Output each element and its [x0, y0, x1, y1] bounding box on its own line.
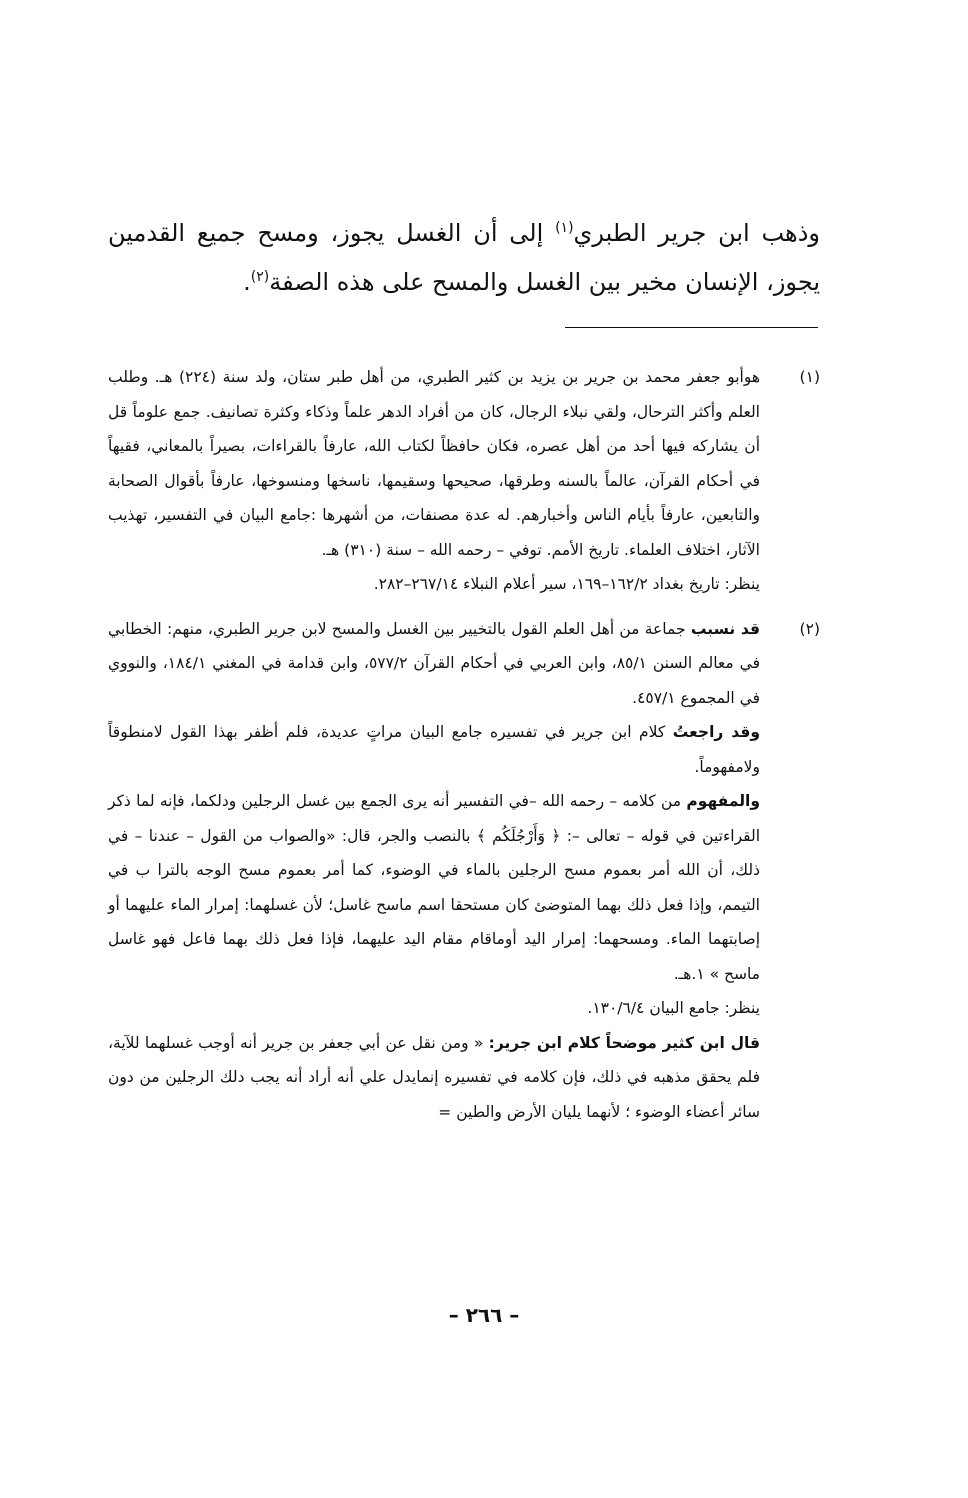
- footnote-ref-2[interactable]: (٢): [250, 269, 270, 285]
- footnote-number-2: (٢): [799, 619, 820, 638]
- footnote-2-lead-4: قال ابن كثير موضحاً كلام ابن جرير:: [488, 1033, 760, 1052]
- main-paragraph: [108, 206, 820, 304]
- footnote-2-para-1: [108, 612, 760, 716]
- footnote-separator: [565, 327, 818, 328]
- footnote-2-lead-3: والمفهوم: [686, 792, 760, 810]
- footnote-2-para-4: [108, 1026, 760, 1130]
- footnote-1-body: هوأبو جعفر محمد بن جرير بن يزيد بن كثير الطبري، من أهل طبر ستان، ولد سنة (٢٢٤) هـ. وطلب العلم وأكثر الترحال، ولقي نبلاء الرجال، كان من أفراد الدهر علماً وذكاء وكثرة تصانيف. جمع علوماً قل أن يشاركه فيها أحد من أهل عصره، فكان حافظاً لكتاب الله، عارفاً بالقراءات، بصيراً بالمعاني، فقيهاً في أحكام القرآن، عالماً بالسنه وطرقها، صحيحها وسقيمها، ناسخها ومنسوخها، عارفاً بأقوال الصحابة والتابعين، عارفاً بأيام الناس وأخبارهم. له عدة مصنفات، من أشهرها :جامع البيان في التفسير، تهذيب الآثار، اختلاف العلماء. تاريخ الأمم. توفي – رحمه الله – سنة (٣١٠) هـ.: [108, 368, 761, 559]
- footnote-1: [108, 360, 820, 602]
- footnote-2-lead-2: وقد راجعتُ: [672, 723, 760, 741]
- footnote-2-text-1: جماعة من أهل العلم القول بالتخيير بين الغسل والمسح لابن جرير الطبري، منهم: الخطابي في معالم السنن ٨٥/١، وابن العربي في أحكام القرآن ٥٧٧/٢، وابن قدامة في المغني ١٨٤/١، والنووي في المجموع ٤٥٧/١.: [108, 619, 760, 707]
- page-number: – ٢٦٦ –: [448, 1303, 520, 1327]
- footnote-2-lead-1: قد نسبب: [690, 619, 761, 638]
- footnote-2: [108, 612, 820, 1130]
- footnotes-section: [108, 360, 820, 1139]
- footnote-2-text-3: من كلامه – رحمه الله –في التفسير أنه يرى الجمع بين غسل الرجلين ودلكما، فإنه لما ذكر القراءتين في قوله – تعالى –: ﴿ وَأَرْجُلَكُم ﴾ بالنصب والجر، قال: «والصواب من القول – عندنا – في ذلك، أن الله أمر بعموم مسح الرجلين بالماء في الوضوء، كما أمر بعموم مسح الوجه بالترا ب في التيمم، وإذا فعل ذلك بهما المتوضئ كان مستحقا اسم ماسح غاسل؛ لأن غسلهما: إمرار الماء عليهما أو إصابتهما الماء. ومسحهما: إمرار اليد أوماقام مقام اليد عليهما، فإذا فعل ذلك بهما فاعل فهو غاسل ماسح » ١.هـ.: [108, 792, 760, 983]
- footnote-2-source: ينظر: جامع البيان ١٣٠/٦/٤.: [587, 999, 760, 1017]
- footnote-2-para-3: [108, 784, 760, 991]
- footnote-2-text-2: كلام ابن جرير في تفسيره جامع البيان مراتٍ عديدة، فلم أظفر بهذا القول لامنطوقاً ولامفهوماً.: [108, 723, 760, 776]
- footnote-ref-1[interactable]: (١): [555, 220, 574, 236]
- footnote-1-source: ينظر: تاريخ بغداد ١٦٢/٢–١٦٩، سير أعلام النبلاء ٢٦٧/١٤–٢٨٢.: [373, 575, 760, 593]
- footnote-2-text-4: « ومن نقل عن أبي جعفر بن جرير أنه أوجب غسلهما للآية، فلم يحقق مذهبه في ذلك، فإن كلامه في تفسيره إنمايدل علي أنه أراد أنه يجب دلك الرجلين من دون سائر أعضاء الوضوء ؛ لأنهما يليان الأرض والطين =: [108, 1033, 760, 1121]
- main-text-part-1: وذهب ابن جرير الطبري: [573, 219, 820, 247]
- main-text-part-3: .: [243, 268, 251, 296]
- footnote-2-para-2: [108, 715, 760, 784]
- main-text-part-2: إلى أن الغسل يجوز، ومسح جميع القدمين يجوز، الإنسان مخير بين الغسل والمسح على هذه الصفة: [108, 219, 820, 296]
- footnote-number-1: (١): [799, 368, 820, 386]
